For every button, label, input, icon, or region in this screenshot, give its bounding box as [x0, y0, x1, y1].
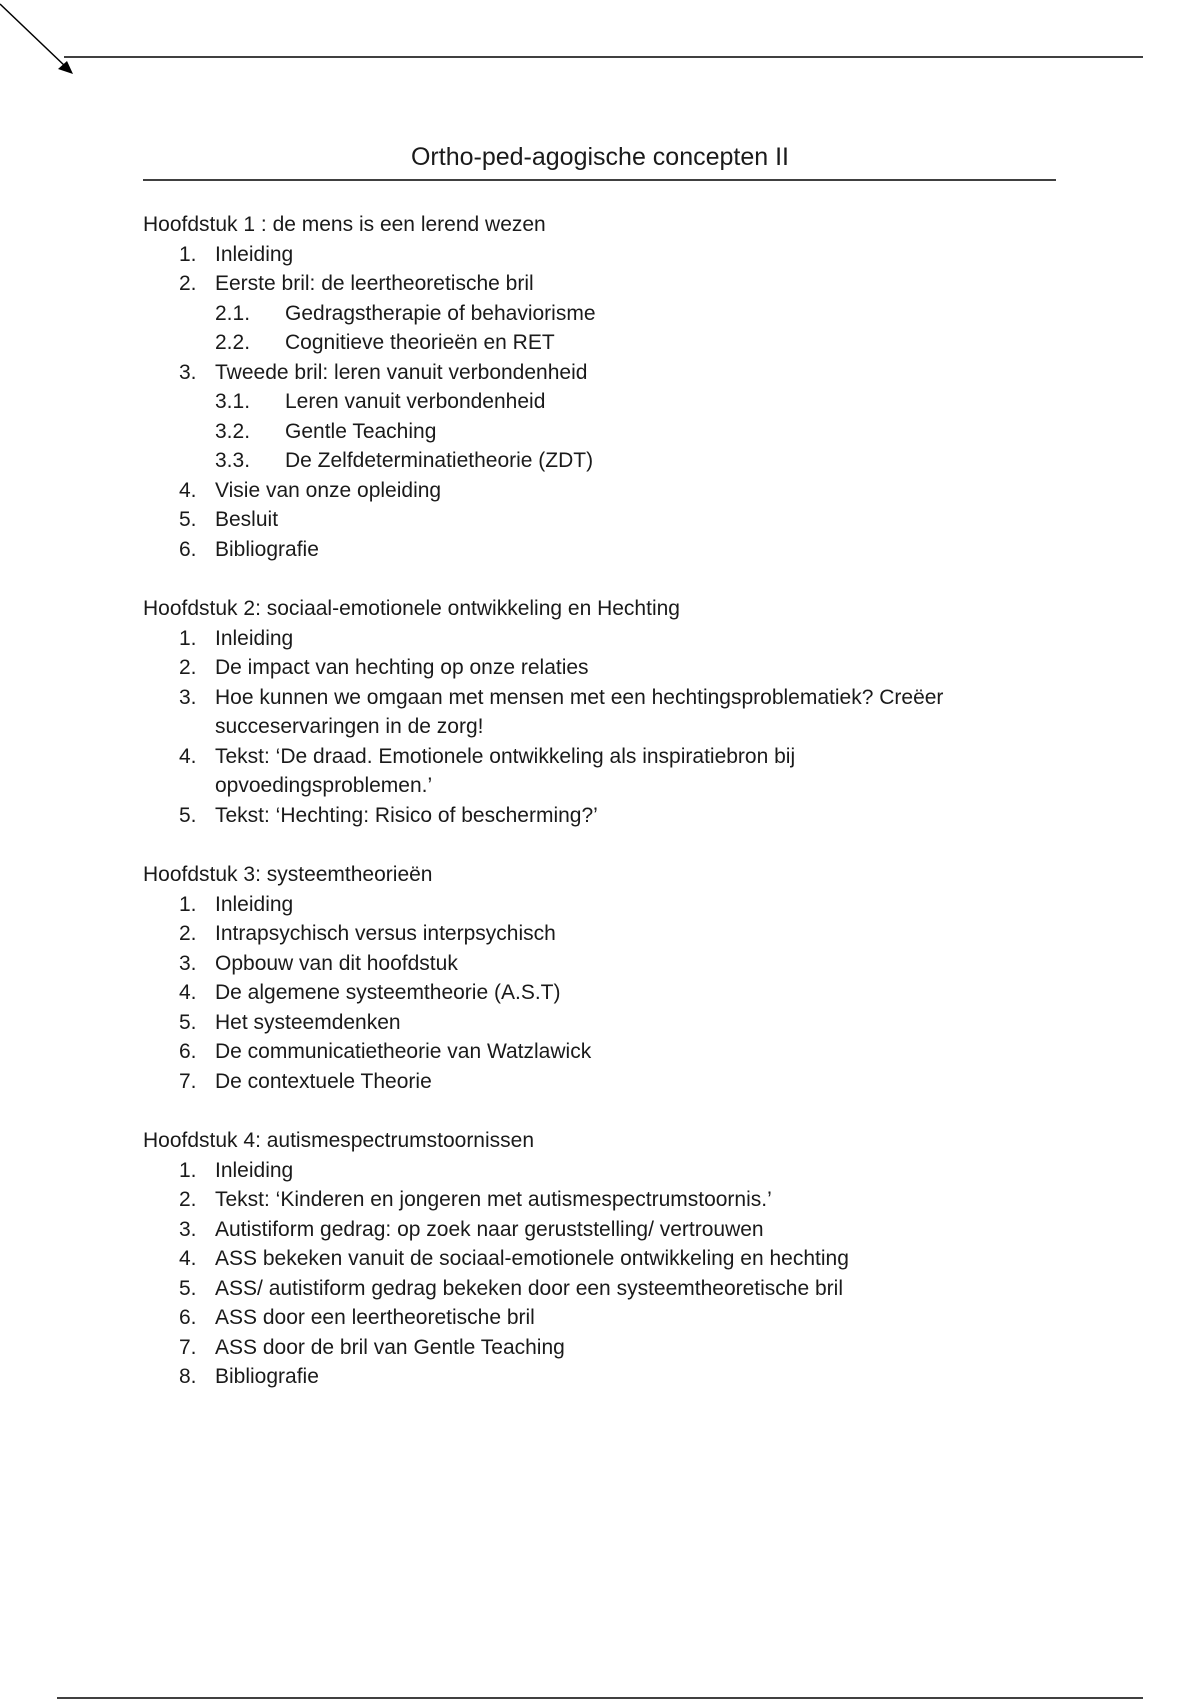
item-text: ASS door een leertheoretische bril	[215, 1306, 535, 1329]
list-item	[143, 890, 1063, 920]
corner-arrow-icon	[0, 4, 73, 74]
item-number: 5.	[179, 508, 197, 531]
page-title: Ortho-ped-agogische concepten II	[410, 143, 789, 171]
sub-list-item	[143, 417, 1063, 447]
list-item	[143, 1185, 1063, 1215]
item-number: 6.	[179, 1306, 197, 1329]
list-item	[143, 269, 1063, 299]
item-text: De communicatietheorie van Watzlawick	[215, 1040, 592, 1063]
item-text: Inleiding	[215, 242, 294, 266]
item-number: 2.	[179, 922, 197, 945]
chapter-item-list	[143, 890, 1063, 1097]
item-text: De impact van hechting op onze relaties	[215, 656, 589, 679]
item-text: Inleiding	[215, 1158, 294, 1182]
list-item	[143, 1067, 1063, 1097]
item-number: 6.	[179, 537, 197, 561]
item-number: 2.	[179, 656, 197, 679]
sub-item-number: 3.1.	[215, 390, 251, 413]
item-text: Tekst: ‘Kinderen en jongeren met autismespectrumstoornis.’	[215, 1188, 772, 1211]
chapter-heading: Hoofdstuk 1 : de mens is een lerend wezen	[143, 213, 546, 236]
list-item	[143, 624, 1063, 654]
list-item	[143, 1008, 1063, 1038]
list-item	[143, 1215, 1063, 1245]
item-text: Inleiding	[215, 626, 294, 650]
list-item	[143, 1037, 1063, 1067]
list-item	[143, 240, 1063, 270]
list-item	[143, 978, 1063, 1008]
table-of-contents	[143, 210, 1063, 1422]
sub-item-number: 2.1.	[215, 301, 251, 325]
item-number: 3.	[179, 360, 197, 384]
chapter-section	[143, 210, 1063, 564]
item-number: 4.	[179, 478, 197, 502]
item-text: Inleiding	[215, 892, 294, 916]
item-text: Tekst: ‘De draad. Emotionele ontwikkeling als inspiratiebron bij opvoedingsproblemen.’	[215, 744, 796, 797]
sub-item-text: Cognitieve theorieën en RET	[285, 331, 555, 354]
list-item	[143, 1274, 1063, 1304]
list-item	[143, 742, 1063, 801]
list-item	[143, 653, 1063, 683]
sub-item-text: Gedragstherapie of behaviorisme	[285, 301, 596, 325]
item-text: Visie van onze opleiding	[215, 478, 442, 502]
item-number: 1.	[179, 1158, 197, 1182]
chapter-heading: Hoofdstuk 2: sociaal-emotionele ontwikkeling en Hechting	[143, 597, 680, 620]
item-number: 4.	[179, 744, 197, 768]
list-item	[143, 1333, 1063, 1363]
item-text: Eerste bril: de leertheoretische bril	[215, 272, 534, 295]
item-number: 2.	[179, 272, 197, 295]
sub-list-item	[143, 328, 1063, 358]
item-number: 1.	[179, 892, 197, 916]
item-text: ASS door de bril van Gentle Teaching	[215, 1335, 565, 1359]
item-number: 4.	[179, 1247, 197, 1270]
item-number: 1.	[179, 242, 197, 266]
list-item	[143, 505, 1063, 535]
list-item	[143, 919, 1063, 949]
item-text: De algemene systeemtheorie (A.S.T)	[215, 981, 561, 1004]
chapter-item-list	[143, 1156, 1063, 1392]
list-item	[143, 1303, 1063, 1333]
item-number: 5.	[179, 1276, 197, 1300]
item-text: Bibliografie	[215, 1365, 319, 1388]
chapter-item-list	[143, 240, 1063, 565]
item-number: 4.	[179, 981, 197, 1004]
chapter-heading: Hoofdstuk 4: autismespectrumstoornissen	[143, 1129, 535, 1152]
item-text: De contextuele Theorie	[215, 1069, 432, 1093]
chapter-section	[143, 594, 1063, 830]
item-number: 3.	[179, 1217, 197, 1241]
sub-item-text: Gentle Teaching	[285, 419, 437, 443]
chapter-heading: Hoofdstuk 3: systeemtheorieën	[143, 863, 433, 886]
item-number: 8.	[179, 1365, 197, 1388]
item-number: 5.	[179, 1010, 197, 1034]
item-number: 7.	[179, 1335, 197, 1359]
list-item	[143, 476, 1063, 506]
sub-item-text: De Zelfdeterminatietheorie (ZDT)	[285, 449, 594, 472]
list-item	[143, 683, 1063, 742]
item-number: 5.	[179, 803, 197, 827]
chapter-item-list	[143, 624, 1063, 831]
sub-item-number: 3.2.	[215, 419, 251, 443]
item-text: Opbouw van dit hoofdstuk	[215, 951, 458, 975]
item-text: Tekst: ‘Hechting: Risico of bescherming?’	[215, 803, 598, 827]
item-number: 3.	[179, 951, 197, 975]
sub-list-item	[143, 387, 1063, 417]
list-item	[143, 949, 1063, 979]
sub-item-number: 3.3.	[215, 449, 251, 472]
item-text: Tweede bril: leren vanuit verbondenheid	[215, 360, 588, 384]
item-text: ASS/ autistiform gedrag bekeken door een systeemtheoretische bril	[215, 1276, 844, 1300]
item-text: Besluit	[215, 508, 279, 531]
item-number: 7.	[179, 1069, 197, 1093]
item-text: Autistiform gedrag: op zoek naar geruststelling/ vertrouwen	[215, 1217, 764, 1241]
item-number: 6.	[179, 1040, 197, 1063]
list-item	[143, 1362, 1063, 1392]
item-number: 3.	[179, 685, 197, 709]
item-text: Intrapsychisch versus interpsychisch	[215, 922, 556, 945]
item-number: 2.	[179, 1188, 197, 1211]
list-item	[143, 535, 1063, 565]
item-text: ASS bekeken vanuit de sociaal-emotionele ontwikkeling en hechting	[215, 1247, 849, 1270]
list-item	[143, 358, 1063, 388]
list-item	[143, 1244, 1063, 1274]
sub-item-text: Leren vanuit verbondenheid	[285, 390, 546, 413]
sub-list-item	[143, 446, 1063, 476]
item-text: Bibliografie	[215, 537, 319, 561]
list-item	[143, 801, 1063, 831]
sub-list-item	[143, 299, 1063, 329]
item-number: 1.	[179, 626, 197, 650]
sub-item-number: 2.2.	[215, 331, 251, 354]
chapter-section	[143, 1126, 1063, 1392]
list-item	[143, 1156, 1063, 1186]
item-text: Het systeemdenken	[215, 1010, 401, 1034]
item-text: Hoe kunnen we omgaan met mensen met een hechtingsproblematiek? Creëer succeservaringen in de zorg!	[215, 685, 944, 738]
chapter-section	[143, 860, 1063, 1096]
